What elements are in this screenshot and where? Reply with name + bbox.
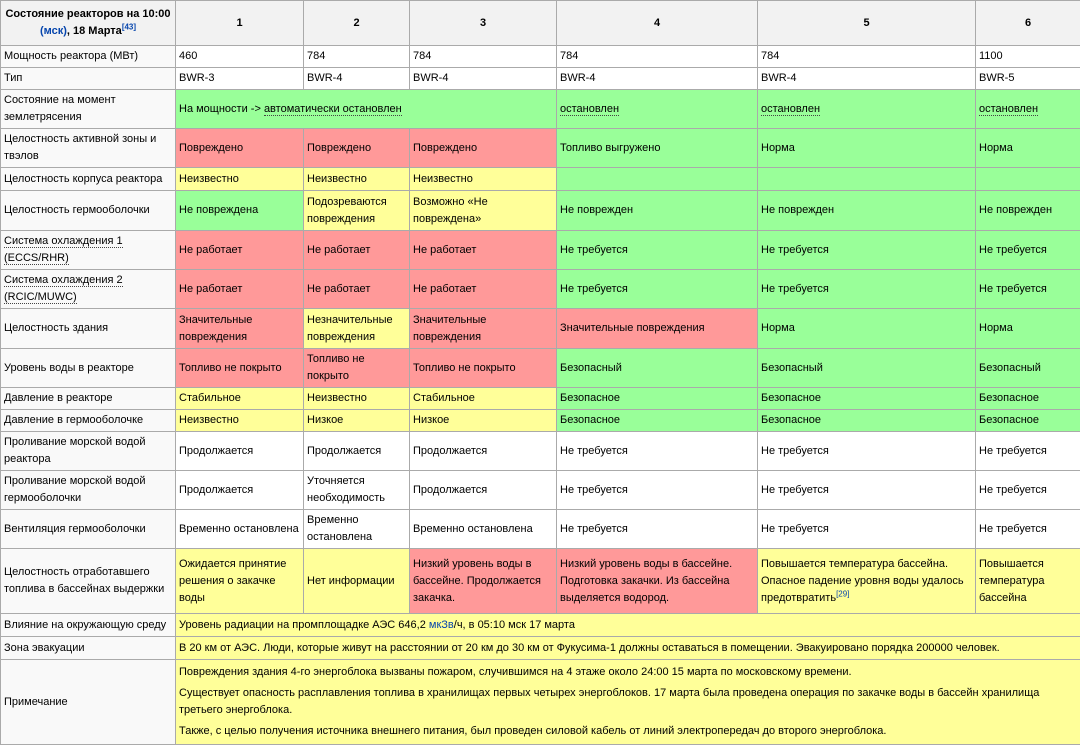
- status-cell: [557, 168, 758, 191]
- status-row: [1, 349, 1080, 388]
- status-cell: [410, 270, 557, 309]
- row-label: [1, 388, 176, 410]
- status-cell: [176, 432, 304, 471]
- status-cell-text: Безопасное: [979, 392, 1039, 404]
- status-cell-text: Не требуется: [761, 484, 829, 496]
- row-label: [1, 168, 176, 191]
- row-label: [1, 432, 176, 471]
- status-cell: [976, 388, 1080, 410]
- status-cell: [304, 168, 410, 191]
- status-cell: [410, 471, 557, 510]
- status-cell: [976, 309, 1080, 349]
- row-label-text: Мощность реактора (МВт): [4, 50, 138, 62]
- status-cell-text: Не требуется: [979, 445, 1047, 457]
- status-cell: [410, 68, 557, 90]
- status-cell-text: Низкий уровень воды в бассейне. Продолжается закачка.: [413, 558, 541, 604]
- status-cell-text: Повышается температура бассейна: [979, 558, 1044, 604]
- status-cell: [758, 388, 976, 410]
- row-label-text: Давление в гермооболочке: [4, 414, 143, 426]
- status-cell: [176, 231, 304, 270]
- quake-prefix: На мощности ->: [179, 103, 264, 115]
- status-row: [1, 90, 1080, 129]
- shutdown-term[interactable]: остановлен: [761, 103, 820, 116]
- status-cell-text: Не требуется: [560, 445, 628, 457]
- impact-prefix: Уровень радиации на промплощадке АЭС 646,2: [179, 619, 429, 631]
- row-label-text[interactable]: Система охлаждения 2 (RCIC/MUWC): [4, 274, 123, 304]
- status-cell-text: Не работает: [179, 283, 242, 295]
- row-label-text: Вентиляция гермооболочки: [4, 523, 146, 535]
- msk-link[interactable]: (мск): [40, 25, 67, 37]
- status-cell: [976, 410, 1080, 432]
- status-cell: [304, 510, 410, 549]
- status-cell-text: Не работает: [413, 283, 476, 295]
- status-cell: [176, 510, 304, 549]
- status-cell: [976, 191, 1080, 231]
- status-cell: [976, 168, 1080, 191]
- status-cell: [304, 549, 410, 614]
- unit-header-3: 3: [410, 1, 557, 46]
- row-label-text: Целостность отработавшего топлива в бассейнах выдержки: [4, 566, 164, 595]
- status-cell: [304, 410, 410, 432]
- status-cell: [410, 191, 557, 231]
- status-cell-text: Неизвестно: [307, 392, 367, 404]
- status-cell-text: Не работает: [413, 244, 476, 256]
- status-cell: [758, 349, 976, 388]
- status-row: [1, 471, 1080, 510]
- status-cell-text: Не повреждена: [179, 204, 258, 216]
- status-cell-text: BWR-4: [761, 72, 796, 84]
- status-cell-text: Топливо не покрыто: [179, 362, 282, 374]
- status-cell-text: BWR-5: [979, 72, 1014, 84]
- status-row: [1, 432, 1080, 471]
- status-cell: [304, 349, 410, 388]
- status-cell-text: BWR-4: [560, 72, 595, 84]
- status-cell-text: Неизвестно: [307, 173, 367, 185]
- status-cell-text: Не требуется: [761, 244, 829, 256]
- status-cell: [758, 90, 976, 129]
- status-cell: [758, 191, 976, 231]
- unit-link-mksv[interactable]: мкЗв: [429, 619, 454, 631]
- status-cell: [176, 68, 304, 90]
- status-cell: [557, 46, 758, 68]
- status-cell: [176, 549, 304, 614]
- status-cell-text: Не требуется: [761, 523, 829, 535]
- status-row: [1, 231, 1080, 270]
- status-row: [1, 270, 1080, 309]
- status-cell-text: Стабильное: [179, 392, 241, 404]
- status-cell-text: Уточняется необходимость: [307, 475, 385, 504]
- status-cell-text: Низкое: [307, 414, 343, 426]
- header-date: , 18 Марта: [67, 25, 122, 37]
- row-label-text: Уровень воды в реакторе: [4, 362, 134, 374]
- status-cell: [976, 90, 1080, 129]
- shutdown-term[interactable]: остановлен: [979, 103, 1038, 116]
- status-cell: [557, 432, 758, 471]
- status-cell: [410, 410, 557, 432]
- status-cell-text: Значительные повреждения: [560, 322, 705, 334]
- status-cell-text: Не требуется: [560, 244, 628, 256]
- status-cell-text: Значительные повреждения: [413, 314, 486, 343]
- unit-header-1: 1: [176, 1, 304, 46]
- status-cell-text: Временно остановлена: [179, 523, 299, 535]
- status-cell-text: 784: [560, 50, 578, 62]
- status-cell-text: Не требуется: [761, 283, 829, 295]
- status-cell: [976, 46, 1080, 68]
- evacuation-value: В 20 км от АЭС. Люди, которые живут на расстоянии от 20 км до 30 км от Фукусима-1 должны оставаться в помещении. Эвакуировано порядка 200000 человек.: [176, 637, 1080, 660]
- status-cell: [557, 471, 758, 510]
- status-row: [1, 309, 1080, 349]
- status-cell: [304, 68, 410, 90]
- status-cell: [304, 231, 410, 270]
- status-cell-text: Повышается температура бассейна. Опасное падение уровня воды удалось предотвратить: [761, 558, 964, 604]
- status-cell: [758, 471, 976, 510]
- status-cell-text: BWR-4: [307, 72, 342, 84]
- status-cell-text: Низкий уровень воды в бассейне. Подготовка закачки. Из бассейна выделяется водород.: [560, 558, 732, 604]
- row-label-text[interactable]: Система охлаждения 1 (ECCS/RHR): [4, 235, 123, 265]
- status-cell-text: Топливо не покрыто: [307, 353, 365, 382]
- status-cell: [758, 46, 976, 68]
- status-cell: [976, 432, 1080, 471]
- note-line: Повреждения здания 4-го энергоблока вызваны пожаром, случившимся на 4 этаже около 24:00 15 марта по московскому времени.: [179, 662, 1077, 683]
- status-cell-text: Норма: [761, 142, 795, 154]
- auto-shutdown-term[interactable]: автоматически остановлен: [264, 103, 402, 116]
- status-cell: [304, 309, 410, 349]
- status-cell-text: Продолжается: [179, 445, 253, 457]
- status-cell-text: 784: [307, 50, 325, 62]
- row-label: [1, 309, 176, 349]
- status-cell: [304, 388, 410, 410]
- status-cell-text: Повреждено: [307, 142, 371, 154]
- row-label: [1, 90, 176, 129]
- status-cell-text: Не требуется: [560, 283, 628, 295]
- status-cell-text: Не работает: [307, 244, 370, 256]
- status-cell: [304, 471, 410, 510]
- status-cell: [557, 349, 758, 388]
- status-cell: [758, 410, 976, 432]
- row-label: [1, 471, 176, 510]
- row-label-text: Давление в реакторе: [4, 392, 113, 404]
- status-cell: [557, 309, 758, 349]
- status-cell: [557, 68, 758, 90]
- status-cell-text: Безопасный: [560, 362, 622, 374]
- row-label: [1, 410, 176, 432]
- row-label-text: Проливание морской водой реактора: [4, 436, 146, 465]
- header-title: Состояние реакторов на 10:00: [5, 8, 170, 20]
- status-cell: [557, 388, 758, 410]
- status-cell-text: Значительные повреждения: [179, 314, 252, 343]
- status-cell-text: BWR-3: [179, 72, 214, 84]
- row-label-text: Состояние на момент землетрясения: [4, 94, 116, 123]
- status-cell: [758, 231, 976, 270]
- status-cell: [410, 129, 557, 168]
- status-cell-text: Безопасный: [979, 362, 1041, 374]
- status-cell-text: Не требуется: [560, 523, 628, 535]
- status-cell: [758, 129, 976, 168]
- row-label: [1, 46, 176, 68]
- impact-suffix: /ч, в 05:10 мск 17 марта: [454, 619, 575, 631]
- row-label: [1, 68, 176, 90]
- status-cell: [410, 549, 557, 614]
- status-cell: [557, 510, 758, 549]
- status-cell: [304, 432, 410, 471]
- status-cell-text: Не поврежден: [979, 204, 1052, 216]
- row-label: [1, 129, 176, 168]
- status-cell: [557, 90, 758, 129]
- row-label-text: Проливание морской водой гермооболочки: [4, 475, 146, 504]
- row-label: [1, 349, 176, 388]
- status-cell-text: Продолжается: [307, 445, 381, 457]
- status-cell: [304, 129, 410, 168]
- status-cell-text: Низкое: [413, 414, 449, 426]
- status-cell-text: Безопасное: [761, 414, 821, 426]
- status-cell: [176, 168, 304, 191]
- status-cell: [176, 410, 304, 432]
- status-cell-text: Неизвестно: [413, 173, 473, 185]
- status-cell-text: Нет информации: [307, 575, 395, 587]
- row-label-text: Целостность гермооболочки: [4, 204, 150, 216]
- status-row: [1, 168, 1080, 191]
- status-cell: [976, 510, 1080, 549]
- status-cell-text: Продолжается: [413, 484, 487, 496]
- row-label-text: Тип: [4, 72, 22, 84]
- status-cell: [410, 349, 557, 388]
- row-label-text: Целостность здания: [4, 322, 108, 334]
- status-cell: [557, 129, 758, 168]
- status-cell: [176, 270, 304, 309]
- status-cell-text: Норма: [761, 322, 795, 334]
- note-line: Также, с целью получения источника внешнего питания, был проведен силовой кабель от линий электропередач до второго энергоблока.: [179, 721, 1077, 742]
- status-cell-text: Незначительные повреждения: [307, 314, 393, 343]
- status-row: [1, 549, 1080, 614]
- status-cell: [176, 471, 304, 510]
- status-cell: [410, 388, 557, 410]
- status-cell: [410, 510, 557, 549]
- status-cell: [976, 270, 1080, 309]
- status-cell-text: 784: [413, 50, 431, 62]
- status-cell: [758, 432, 976, 471]
- status-cell: [758, 68, 976, 90]
- note-line: Существует опасность расплавления топлива в хранилищах первых четырех энергоблоков. 17 марта была проведена операция по закачке воды в бассейн хранилища третьего энергоблока.: [179, 683, 1077, 721]
- status-row: [1, 191, 1080, 231]
- status-cell-text: Безопасное: [560, 392, 620, 404]
- status-cell: [557, 410, 758, 432]
- status-cell-text: Продолжается: [413, 445, 487, 457]
- status-cell: [410, 309, 557, 349]
- status-cell: [557, 549, 758, 614]
- header-title-cell: [1, 1, 176, 46]
- row-label-text: Целостность активной зоны и твэлов: [4, 133, 156, 162]
- status-cell: [176, 349, 304, 388]
- status-cell-text: 1100: [979, 50, 1003, 62]
- status-cell-text: BWR-4: [413, 72, 448, 84]
- row-label: [1, 191, 176, 231]
- status-cell: [976, 471, 1080, 510]
- status-cell-text: Не требуется: [979, 244, 1047, 256]
- status-cell-text: Безопасное: [979, 414, 1039, 426]
- status-cell-text: Не требуется: [761, 445, 829, 457]
- status-cell-text: Не работает: [179, 244, 242, 256]
- status-cell: [176, 388, 304, 410]
- unit-header-4: 4: [557, 1, 758, 46]
- notes-value: [176, 660, 1080, 745]
- status-cell-text: Не поврежден: [761, 204, 834, 216]
- ref-link-43[interactable]: [43]: [122, 22, 136, 31]
- status-cell-text: Возможно «Не повреждена»: [413, 196, 488, 225]
- status-cell: [304, 270, 410, 309]
- status-cell-text: Топливо выгружено: [560, 142, 660, 154]
- row-label: [1, 270, 176, 309]
- status-row: [1, 510, 1080, 549]
- status-row: [1, 388, 1080, 410]
- status-cell-text: Временно остановлена: [307, 514, 372, 543]
- shutdown-term[interactable]: остановлен: [560, 103, 619, 116]
- notes-label: Примечание: [1, 660, 176, 745]
- status-cell: [976, 68, 1080, 90]
- status-cell-text: Неизвестно: [179, 173, 239, 185]
- status-cell-text: Ожидается принятие решения о закачке воды: [179, 558, 286, 604]
- status-cell: [176, 129, 304, 168]
- unit-header-5: 5: [758, 1, 976, 46]
- status-cell-text: Стабильное: [413, 392, 475, 404]
- status-cell-text: Неизвестно: [179, 414, 239, 426]
- status-cell: [976, 129, 1080, 168]
- status-cell-text: Не требуется: [979, 283, 1047, 295]
- row-label: [1, 510, 176, 549]
- status-row: [1, 46, 1080, 68]
- status-cell: [976, 349, 1080, 388]
- status-cell-text: Топливо не покрыто: [413, 362, 516, 374]
- status-cell: [976, 549, 1080, 614]
- status-cell: [976, 231, 1080, 270]
- status-cell-text: Временно остановлена: [413, 523, 533, 535]
- status-row: [1, 129, 1080, 168]
- status-cell: [557, 191, 758, 231]
- status-cell-text: Подозреваются повреждения: [307, 196, 387, 225]
- status-rows: [1, 46, 1080, 614]
- status-cell-text: Норма: [979, 322, 1013, 334]
- status-cell: [758, 309, 976, 349]
- status-cell-text: Норма: [979, 142, 1013, 154]
- status-cell-text: Безопасный: [761, 362, 823, 374]
- status-cell: [410, 432, 557, 471]
- status-cell-text: Безопасное: [560, 414, 620, 426]
- row-label: [1, 231, 176, 270]
- status-cell: [758, 270, 976, 309]
- status-cell: [557, 231, 758, 270]
- row-label: [1, 549, 176, 614]
- status-cell-text: Не требуется: [979, 484, 1047, 496]
- status-cell: [304, 46, 410, 68]
- status-cell-text: Не поврежден: [560, 204, 633, 216]
- status-cell: [758, 549, 976, 614]
- status-cell-text: Безопасное: [761, 392, 821, 404]
- status-cell-text: Не требуется: [979, 523, 1047, 535]
- status-cell-text: Не требуется: [560, 484, 628, 496]
- impact-value: [176, 614, 1080, 637]
- ref-link[interactable]: [29]: [836, 589, 849, 598]
- status-cell-text: Повреждено: [179, 142, 243, 154]
- status-cell: [176, 191, 304, 231]
- status-cell: [410, 168, 557, 191]
- status-cell: [758, 168, 976, 191]
- evacuation-label: Зона эвакуации: [1, 637, 176, 660]
- status-row: [1, 410, 1080, 432]
- status-row: [1, 68, 1080, 90]
- quake-state-units-1-3: [176, 90, 557, 129]
- status-cell-text: 784: [761, 50, 779, 62]
- status-cell-text: Не работает: [307, 283, 370, 295]
- status-cell: [176, 309, 304, 349]
- unit-header-6: 6: [976, 1, 1080, 46]
- unit-header-2: 2: [304, 1, 410, 46]
- status-cell: [304, 191, 410, 231]
- status-cell-text: Повреждено: [413, 142, 477, 154]
- status-cell: [410, 46, 557, 68]
- status-cell: [176, 46, 304, 68]
- status-cell-text: 460: [179, 50, 197, 62]
- status-cell: [410, 231, 557, 270]
- impact-label: Влияние на окружающую среду: [1, 614, 176, 637]
- status-cell-text: Продолжается: [179, 484, 253, 496]
- status-cell: [758, 510, 976, 549]
- row-label-text: Целостность корпуса реактора: [4, 173, 162, 185]
- status-cell: [557, 270, 758, 309]
